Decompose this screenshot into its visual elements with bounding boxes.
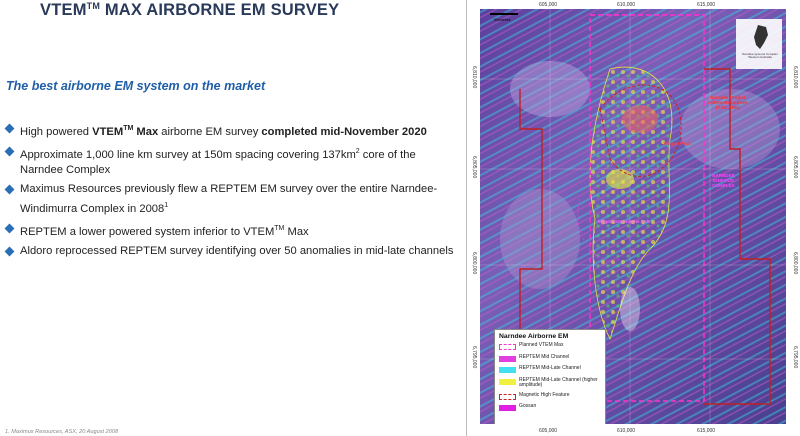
bullet-text: core of the Narndee Complex [20,149,416,177]
title-rest: MAX AIRBORNE EM SURVEY [100,1,340,19]
coord-left: 6,800,000 [471,252,477,275]
legend-swatch-planned-vtem [499,344,516,350]
bullet-list [6,121,461,263]
em-anomaly [606,169,634,189]
magnetic-high [622,105,658,133]
bullet-text: Aldoro reprocessed REPTEM survey identifying over 50 anomalies in mid-late channels [20,244,454,257]
magnetic-halo [500,189,580,289]
legend-item [499,393,601,404]
bullet-text: Maximus Resources previously flew a REPTEM EM survey over the entire Narndee-Windimurra Complex in 2008 [20,183,438,215]
legend-swatch-mid-late [499,367,516,373]
legend-label: REPTEM Mid-Late Channel (higher amplitude) [519,376,598,388]
survey-map-figure [466,0,800,436]
coord-left: 6,805,000 [471,156,477,179]
bullet-bold: VTEM [92,126,124,138]
diamond-bullet-icon [5,185,15,195]
coord-right: 6,805,000 [792,156,798,179]
bullet-text: Approximate 1,000 line km survey at 150m spacing covering 137km [20,149,356,161]
scale-label: Kilometres [494,18,511,22]
legend-item [499,343,601,354]
legend-swatch-gossan [499,405,516,411]
diamond-bullet-icon [5,147,15,157]
coord-top: 605,000 [539,2,558,8]
diamond-bullet-icon [5,223,15,233]
bullet-sup: 1 [164,201,169,209]
page-title [40,1,440,21]
legend-swatch-magnetic-high [499,394,516,400]
legend-label: Magnetic High Feature [519,391,570,398]
peak-label: Milgoo Peak [664,141,691,146]
coord-left: 6,795,000 [471,346,477,369]
bullet-item [6,144,461,179]
inset-label: Narndee Igneous Complex Western Australia [742,52,778,60]
bullet-item [6,221,461,240]
coord-bottom: 615,000 [697,428,716,434]
legend-item [499,355,601,366]
map-legend [494,329,606,424]
bullet-sup: 2 [355,148,360,155]
bullet-text: airborne EM survey [158,126,262,138]
legend-label: Gossan [519,403,537,409]
subtitle: The best airborne EM system on the market [6,79,266,93]
legend-swatch-mid-late-high [499,379,516,385]
legend-label: REPTEM Mid-Late Channel [519,365,581,371]
inset-shape [754,25,768,49]
project-label: Narndee Project Aldoro Resources (ASX:ARN) [708,95,748,111]
bullet-item [6,244,461,259]
coord-bottom: 610,000 [617,428,636,434]
bullet-item [6,182,461,217]
bullet-bold: Max [133,126,159,138]
legend-item [499,378,601,392]
bullet-text: Max [284,225,309,238]
coord-right: 6,810,000 [792,66,798,89]
legend-label: REPTEM Mid Channel [519,353,570,360]
coord-right: 6,795,000 [792,346,798,369]
greenstone-label: Milgoo Greenstone Belt [598,219,650,224]
coord-bottom: 605,000 [539,428,558,434]
bullet-text: High powered [20,126,93,138]
title-main: VTEM [40,1,87,19]
diamond-bullet-icon [5,124,15,134]
inset-locator-icon [744,23,776,51]
bullet-bold: completed mid-November 2020 [261,126,427,138]
legend-item [499,366,601,377]
diamond-bullet-icon [5,246,15,256]
bullet-sup: TM [123,125,134,132]
bullet-sup: TM [274,224,285,232]
coord-top: 610,000 [617,2,636,8]
coord-left: 6,810,000 [471,66,477,89]
legend-swatch-mid [499,356,516,362]
legend-label: Planned VTEM Max [519,342,564,348]
em-survey-map [480,9,786,424]
complex-label: NARNDEE IGNEOUS COMPLEX [712,173,735,189]
coord-right: 6,800,000 [792,252,798,275]
footnote: 1. Maximus Resources, ASX, 20 August 2008 [5,429,119,435]
coord-top: 615,000 [697,2,716,8]
bullet-item [6,121,461,140]
bullet-text: REPTEM a lower powered system inferior to VTEM [20,225,275,238]
scale-bar [490,13,518,15]
title-trademark: TM [86,1,101,11]
legend-item [499,404,601,415]
legend-title: Narndee Airborne EM [499,333,569,340]
